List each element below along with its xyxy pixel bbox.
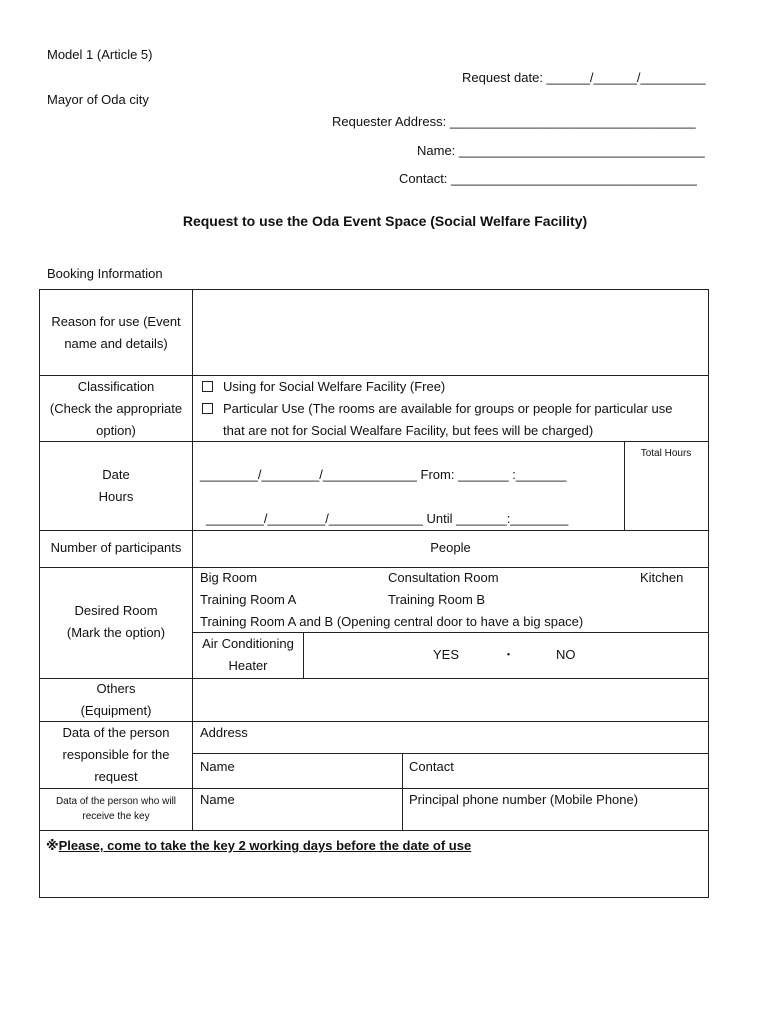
reference-mark: ※ xyxy=(46,838,59,853)
desired-room-label: Desired Room (Mark the option) xyxy=(66,603,166,640)
classification-option-free[interactable]: Using for Social Welfare Facility (Free) xyxy=(202,376,445,398)
row-divider xyxy=(40,530,708,531)
room-option-consultation[interactable]: Consultation Room xyxy=(388,570,499,585)
row-divider xyxy=(40,830,708,831)
request-date-field[interactable]: Request date: ______/______/_________ xyxy=(462,70,706,85)
room-option-training-a[interactable]: Training Room A xyxy=(200,592,297,607)
others-input[interactable] xyxy=(193,679,708,721)
key-receiver-label: Data of the person who will receive the key xyxy=(55,796,177,822)
responsible-person-label: Data of the person responsible for the request xyxy=(62,725,170,784)
responsible-name-field[interactable]: Name xyxy=(200,759,235,774)
responsible-contact-field[interactable]: Contact xyxy=(409,759,454,774)
column-divider xyxy=(303,632,304,678)
responsible-address-field[interactable]: Address xyxy=(200,725,248,740)
requester-contact-field[interactable]: Contact: __________________________________ xyxy=(399,171,697,186)
page-title: Request to use the Oda Event Space (Social Welfare Facility) xyxy=(182,213,588,229)
booking-form xyxy=(39,289,709,898)
key-receiver-name-field[interactable]: Name xyxy=(200,792,235,807)
air-heater-yes-option[interactable]: YES xyxy=(433,647,460,662)
row-divider xyxy=(192,753,708,754)
participants-field[interactable]: People xyxy=(430,540,471,555)
requester-name-field[interactable]: Name: __________________________________ xyxy=(417,143,705,158)
room-option-big-room[interactable]: Big Room xyxy=(200,570,258,585)
date-until-field[interactable]: ________/________/_____________ Until _______:________ xyxy=(206,511,569,526)
checkbox-icon[interactable] xyxy=(202,403,213,414)
column-divider xyxy=(402,753,403,830)
row-divider xyxy=(624,441,708,442)
date-from-field[interactable]: ________/________/_____________ From: _______ :_______ xyxy=(200,467,567,482)
reason-input[interactable] xyxy=(193,290,708,375)
classification-label: Classification (Check the appropriate option) xyxy=(49,379,183,438)
classification-option-particular[interactable]: Particular Use (The rooms are available for groups or people for particular use xyxy=(202,398,672,420)
air-heater-no-option[interactable]: NO xyxy=(556,647,576,662)
requester-address-field[interactable]: Requester Address: __________________________________ xyxy=(332,114,696,129)
participants-label: Number of participants xyxy=(50,540,182,555)
addressee: Mayor of Oda city xyxy=(47,92,149,107)
total-hours-label: Total Hours xyxy=(640,448,692,459)
model-reference: Model 1 (Article 5) xyxy=(47,47,153,62)
classification-option-particular-detail: that are not for Social Wealfare Facility, but fees will be charged) xyxy=(223,423,594,438)
air-heater-label: Air Conditioning Heater xyxy=(202,636,294,673)
row-divider xyxy=(40,567,708,568)
key-receiver-phone-field[interactable]: Principal phone number (Mobile Phone) xyxy=(409,792,639,807)
room-option-kitchen[interactable]: Kitchen xyxy=(640,570,684,585)
reason-label: Reason for use (Event name and details) xyxy=(51,314,181,351)
total-hours-input[interactable] xyxy=(625,465,708,529)
others-label: Others (Equipment) xyxy=(80,681,152,718)
date-hours-label: Date Hours xyxy=(98,467,134,504)
booking-info-label: Booking Information xyxy=(47,266,163,281)
key-pickup-note: ※Please, come to take the key 2 working days before the date of use xyxy=(46,838,472,853)
air-heater-separator: ・ xyxy=(502,647,516,662)
room-option-training-b[interactable]: Training Room B xyxy=(388,592,486,607)
room-option-training-ab[interactable]: Training Room A and B (Opening central door to have a big space) xyxy=(200,614,584,629)
checkbox-icon[interactable] xyxy=(202,381,213,392)
